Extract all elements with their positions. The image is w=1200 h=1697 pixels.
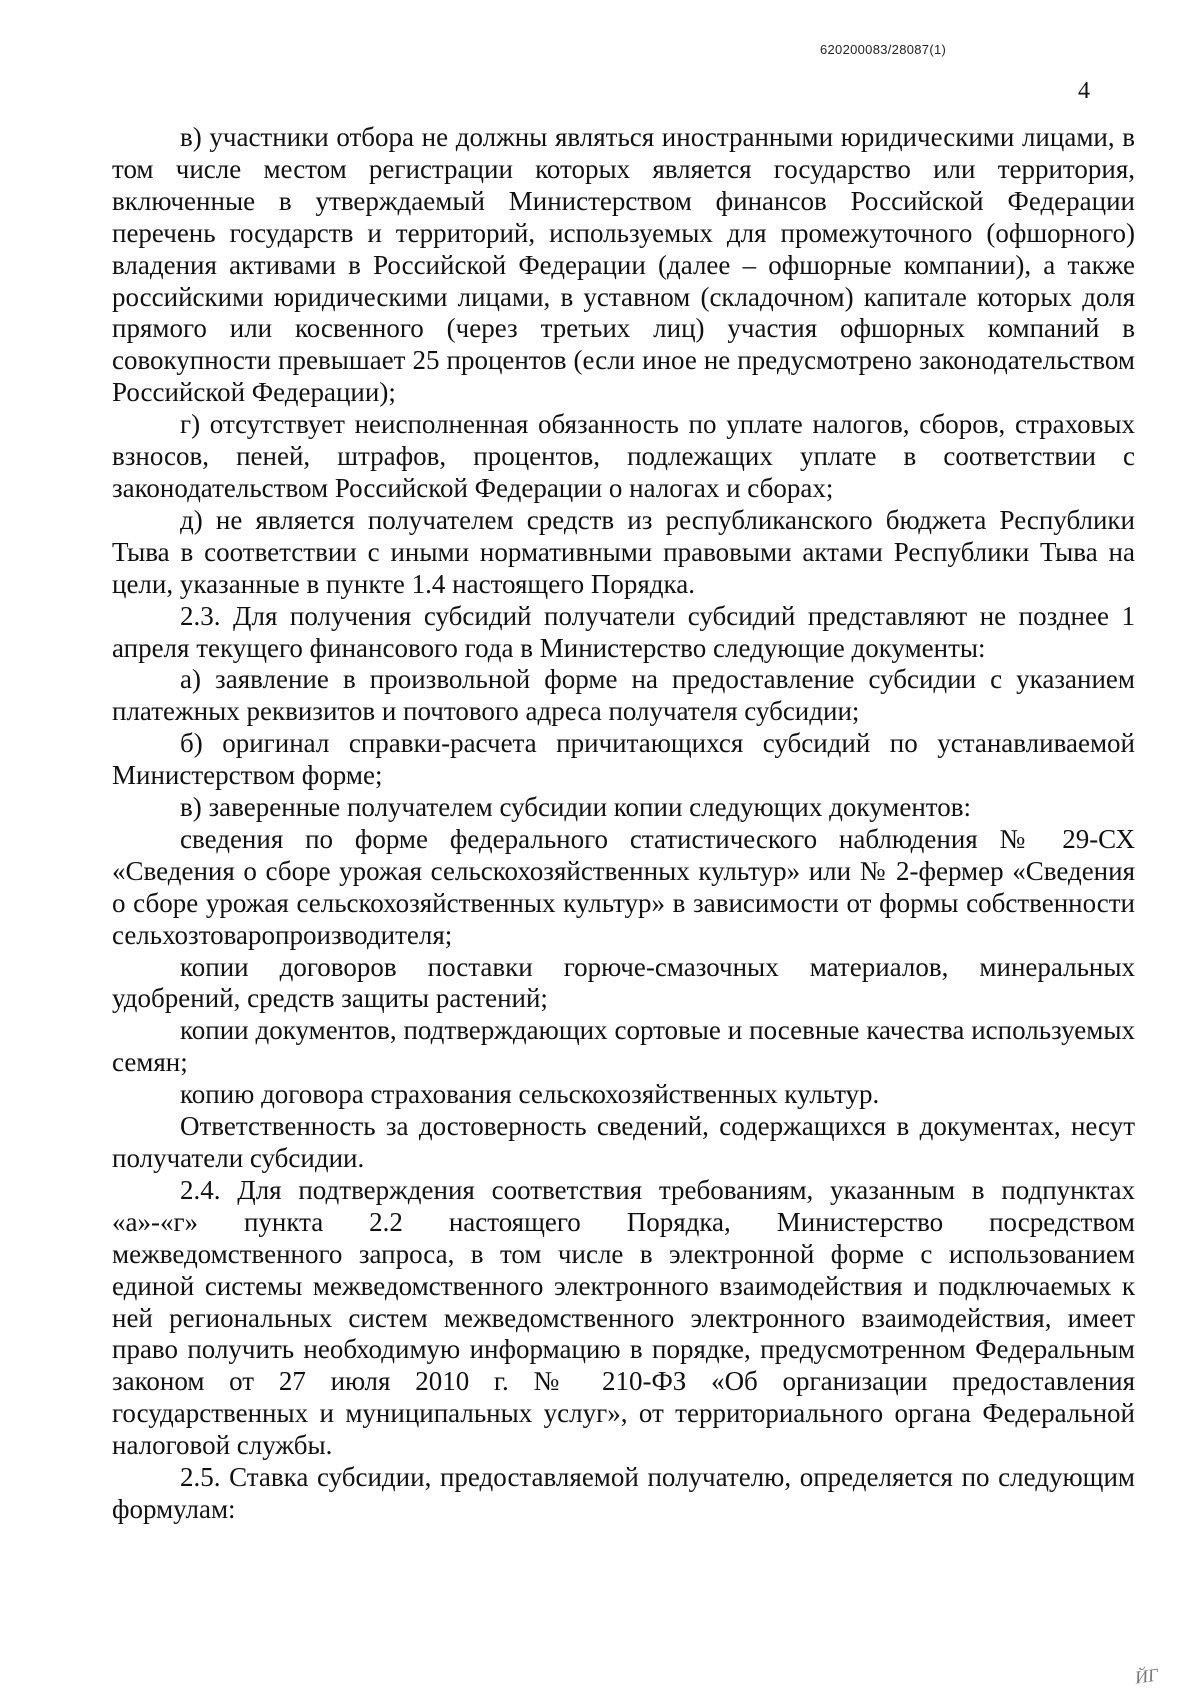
document-id: 620200083/28087(1) (820, 42, 947, 57)
paragraph-item-v-copies: в) заверенные получателем субсидии копии следующих документов: (180, 792, 971, 823)
paragraph-item-d: д) не является получателем средств из республиканского бюджета Республики Тыва в соответствии с иными нормативными правовыми актами Республики Тыва на цели, указанные в пункте 1.4 настоящего Порядка. (112, 504, 1135, 599)
paragraph-2-5: 2.5. Ставка субсидии, предоставляемой получателю, определяется по следующим формулам: (112, 1462, 1135, 1524)
paragraph-2-4: 2.4. Для подтверждения соответствия требованиям, указанным в подпунктах «а»-«г» пункта 2.2 настоящего Порядка, Министерство посредством межведомственного запроса, в том числе в электронной форме с использованием единой системы межведомственного электронного взаимодействия и подключаемых к ней региональных систем межведомственного электронного взаимодействия, имеет право получить необходимую информацию в порядке, предусмотренном Федеральным законом от 27 июля 2010 г. № 210-ФЗ «Об организации предоставления государственных и муниципальных услуг», от территориального органа Федеральной налоговой службы. (112, 1174, 1135, 1461)
document-body (112, 122, 1135, 1526)
paragraph-item-g: г) отсутствует неисполненная обязанность по уплате налогов, сборов, страховых взносов, пеней, штрафов, процентов, подлежащих уплате в соответствии с законодательством Российской Федерации о налогах и сборах; (112, 409, 1135, 503)
paragraph-2-3: 2.3. Для получения субсидий получатели субсидий представляют не позднее 1 апреля текущего финансового года в Министерство следующие документы: (112, 600, 1135, 663)
paragraph-item-b: б) оригинал справки-расчета причитающихся субсидий по устанавливаемой Министерством форме; (112, 728, 1135, 791)
paragraph-responsibility: Ответственность за достоверность сведений, содержащихся в документах, несут получатели субсидии. (112, 1111, 1135, 1173)
paragraph-item-v: в) участники отбора не должны являться иностранными юридическими лицами, в том числе местом регистрации которых является государство или территория, включенные в утверждаемый Министерством финансов Российской Федерации перечень государств и территорий, используемых для промежуточного (офшорного) владения активами в Российской Федерации (далее – офшорные компании), а также российскими юридическими лицами, в уставном (складочном) капитале которых доля прямого или косвенного (через третьих лиц) участия офшорных компаний в совокупности превышает 25 процентов (если иное не предусмотрено законодательством Российской Федерации); (112, 122, 1135, 408)
paragraph-item-a: а) заявление в произвольной форме на предоставление субсидии с указанием платежных реквизитов и почтового адреса получателя субсидии; (112, 664, 1135, 727)
paragraph-statistics-info: сведения по форме федерального статистического наблюдения № 29-СХ «Сведения о сборе урожая сельскохозяйственных культур» или № 2-фермер «Сведения о сборе урожая сельскохозяйственных культур» в зависимости от формы собственности сельхозтоваропроизводителя; (112, 823, 1135, 950)
paragraph-seed-documents: копии документов, подтверждающих сортовые и посевные качества используемых семян; (112, 1015, 1135, 1078)
paragraph-insurance-contract: копию договора страхования сельскохозяйственных культур. (180, 1079, 880, 1110)
handwritten-initials: ЙГ (1133, 1664, 1160, 1688)
paragraph-supply-contracts: копии договоров поставки горюче-смазочных материалов, минеральных удобрений, средств защиты растений; (112, 951, 1135, 1014)
page-number: 4 (1078, 78, 1090, 104)
